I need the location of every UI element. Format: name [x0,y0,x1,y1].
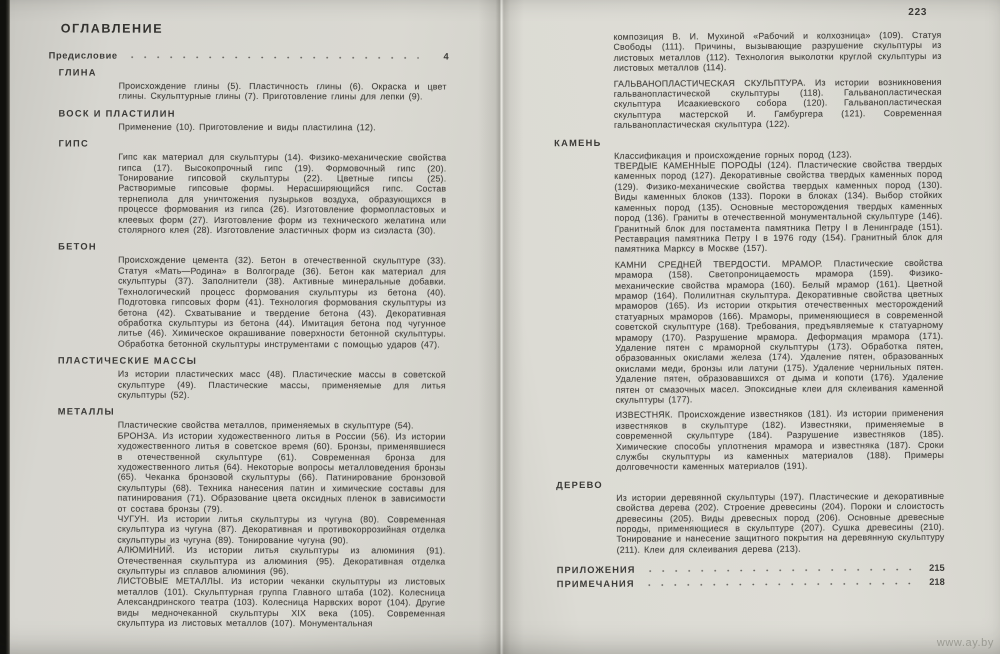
section-paragraph: БРОНЗА. Из истории художественного литья в России (56). Из истории художественного литья в советское время (60). Бронзы, применявшиеся в отечественной скульптуре (61). Современная бронза для художественного литья (64). Некоторые вопросы металловедения бронзы (65). Чеканка бронзовой скульптуры (66). Патинирование бронзовой скульптуры (68). Техника нанесения патин и химические составы для патинирования (71). Образование цвета оксидных пленок в зависимости от состава бронзы (79). [117,430,446,514]
section-paragraph: Применение (10). Приготовление и виды пластилина (12). [118,121,376,133]
section-paragraph: Из истории пластических масс (48). Пластические массы в советской скульптуре (49). Пластические массы, применяемые для литья скульптуры (52). [117,368,446,400]
page-title: ОГЛАВЛЕНИЕ [60,21,164,36]
section-header: ГИПС [58,138,90,149]
section-paragraph: ТВЕРДЫЕ КАМЕННЫЕ ПОРОДЫ (124). Пластические свойства твердых каменных пород (127). Декоративные свойства твердых каменных пород (129). Физико-механические свойства твердых каменных пород (130). Виды каменных блоков (133). Пороки в блоках (134). Выбор стойких каменных пород (135). Основные месторождения твердых каменных пород (136). Граниты в отечественной монументальной скульптуре (146). Гранитный блок для постамента памятника Петру I в Ленинграде (151). Реставрация памятника Петру I в 1976 году (154). Гранитный блок для памятника Марксу в Москве (157). [614,158,943,255]
section-paragraph: Гипс как материал для скульптуры (14). Физико-механические свойства гипса (17). Высокопрочный гипс (19). Формовочный гипс (20). Тонирование гипсовой скульптуры (22). Цветные гипсы (25). Растворимые гипсовые формы. Нерасширяющийся гипс. Состав тернепиола для уничтожения пузырьков воздуха, образующихся в процессе формования из гипса (26). Изготовление формопластовых и клеевых форм (27). Изготовление форм из технического желатина или столярного клея (28). Изготовление эластичных форм из сиэласта (30). [118,151,447,236]
toc-entry-page: 215 [929,563,945,574]
watermark: www.ay.by [936,637,994,649]
section-header: ПЛАСТИЧЕСКИЕ МАССЫ [57,355,198,366]
toc-entry-page: 218 [929,577,945,588]
dot-leader [644,562,915,573]
dot-leader [643,576,915,587]
section-concrete [38,242,448,350]
section-paragraph: ЧУГУН. Из истории литья скульптуры из чугуна (80). Современная скульптура из чугуна (87). Декоративная и противокоррозийная отделка скульптуры из чугуна (89). Тонирование чугуна (90). [117,513,446,546]
section-gypsum [38,139,448,236]
section-paragraph: Классификация и происхождение горных пород (123). [614,149,853,161]
section-wood [556,478,944,556]
dot-leader [126,50,419,60]
toc-entry-appendices [557,562,945,575]
section-paragraph: КАМНИ СРЕДНЕЙ ТВЕРДОСТИ. МРАМОР. Пластические свойства мрамора (158). Светопроницаемость мрамора (159). Физико-механические свойства мрамора (160). Белый мрамор (161). Цветной мрамор (164). Полилитная скульптура. Декоративные свойства цветных мраморов (165). Из истории открытия отечественных месторождений статуарных мраморов (166). Мраморы, применяющиеся в современной советской скульптуре (168). Требования, предъявляемые к статуарному мрамору (170). Разрушение мрамора. Деформация мрамора (171). Удаление пятен с мраморной скульптуры (173). Обработка пятен, образованных окислами железа (174). Удаление пятен, образованных окислами меди, бронзы или латуни (175). Удаление чернильных пятен. Удаление пятен, образовавшихся от дыма и копоти (176). Удаление пятен от смазочных масел. Эпоксидные клеи для склеивания каменной скульптуры (177). [614,257,944,405]
section-header: ГЛИНА [58,67,97,78]
section-paragraph: Происхождение глины (5). Пластичность глины (6). Окраска и цвет глины. Скульптурные глины (7). Приготовление глины для лепки (9). [118,80,447,102]
section-wax-plasticine [38,108,448,132]
section-paragraph: ИЗВЕСТНЯК. Происхождение известняков (181). Из истории применения известняков в скульптуре (182). Известняки, применяемые в современной скульптуре (184). Разрушение известняков (185). Химические способы уплотнения мрамора и известняка (187). Сроки службы скульптуры из каменных материалов (188). Примеры долговечности каменных материалов (191). [615,408,945,473]
section-paragraph: АЛЮМИНИЙ. Из истории литья скульптуры из алюминия (91). Отечественная скульптура из алюминия (95). Декоративная отделка скульптуры из сплавов алюминия (96). [117,544,446,577]
section-header: ВОСК И ПЛАСТИЛИН [58,108,176,119]
back-matter-toc [557,562,945,589]
section-plastics [38,356,448,401]
page-number: 223 [908,6,928,19]
section-header: МЕТАЛЛЫ [57,406,115,417]
section-paragraph: Пластические свойства металлов, применяемых в скульптуре (54). [117,419,414,431]
section-paragraph: Из истории деревянной скульптуры (197). Пластические и декоративные свойства дерева (202). Строение древесины (204). Пороки и слоистость древесины (205). Виды древесных пород (206). Основные древесные породы, применяющиеся в скульптуре (207). Сушка древесины (210). Тонирование и нанесение защитного покрытия на деревянную скульптуру (211). Клеи для склеивания дерева (213). [616,490,945,555]
scan-dark-edge [0,0,10,654]
section-paragraph: Происхождение цемента (32). Бетон в отечественной скульптуре (33). Статуя «Мать—Родина» в Волгограде (36). Бетон как материал для скульптуры (37). Заполнители (38). Активные минеральные добавки. Технологический процесс формования скульптуры из бетона (40). Подготовка гипсовых форм (41). Технология формования скульптуры из бетона (42). Схватывание и твердение бетона (43). Декоративная обработка скульптуры из бетона (44). Имитация бетона под чугунное литье (46). Химическое окрашивание поверхности бетонной скульптуры. Обработка бетонной скульптуры инструментами с помощью ударов (47). [117,255,447,350]
section-header: ДЕРЕВО [556,479,603,491]
section-metals [37,407,448,629]
section-clay [39,67,449,102]
section-paragraph: ЛИСТОВЫЕ МЕТАЛЛЫ. Из истории чеканки скульптуры из листовых металлов (101). Скульптурная группа Главного штаба (102). Колесница Александринского театра (103). Колесница Нарвских ворот (104). Другие виды медночеканной скульптуры XIX века (105). Современная скульптура из листовых металлов (107). Монументальная [117,576,446,629]
toc-entry-preface [49,49,449,61]
toc-entry-label: Предисловие [48,50,118,61]
toc-entry-notes [557,576,945,589]
continuation-paragraph: композиция В. И. Мухиной «Рабочий и колхозница» (109). Статуя Свободы (111). Причины, вызывающие разрушение скульптуры из листовых металлов (112). Технология выколотки круглой скульптуры из листовых металлов (114). [613,29,942,74]
section-header: БЕТОН [58,241,97,253]
toc-entry-label: ПРИМЕЧАНИЯ [556,578,635,590]
left-page [10,0,500,654]
continuation-paragraph: ГАЛЬВАНОПЛАСТИЧЕСКАЯ СКУЛЬПТУРА. Из истории возникновения гальванопластической скульптуры (118). Гальванопластическая скульптура Исаакиевского собора (120). Гальванопластическая скульптура мастерской И. Гамбургера (121). Современная гальванопластическая скульптура (122). [613,76,942,131]
toc-entry-page: 4 [443,51,449,62]
section-header: КАМЕНЬ [554,137,602,148]
toc-entry-label: ПРИЛОЖЕНИЯ [556,564,636,576]
right-page [500,0,1000,654]
section-stone [554,135,944,473]
